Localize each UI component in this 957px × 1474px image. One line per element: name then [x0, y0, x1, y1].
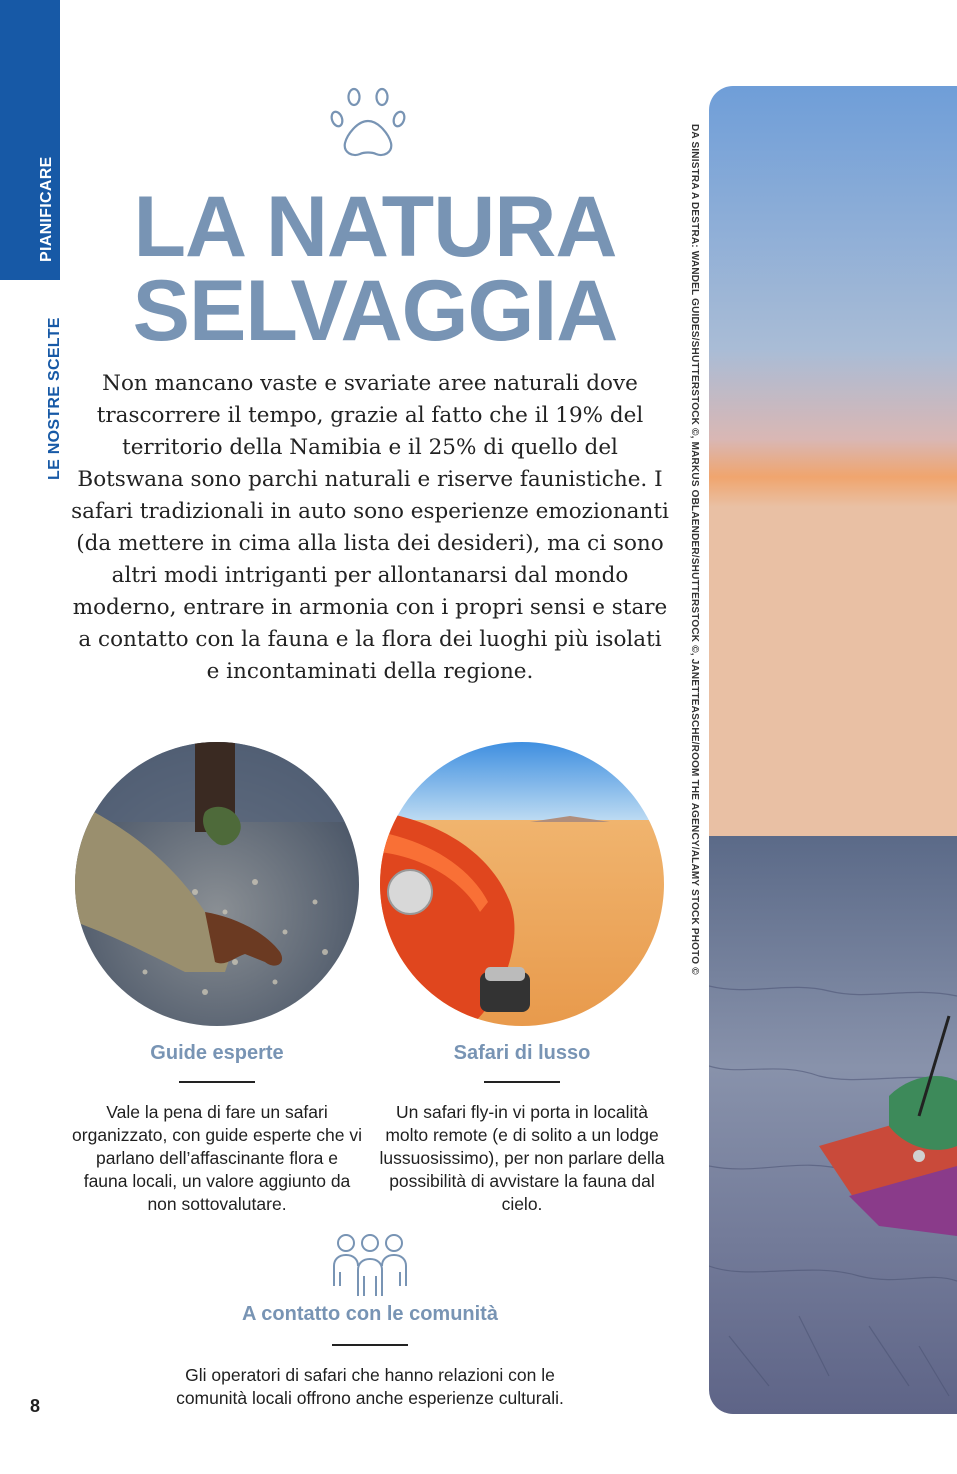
people-icon — [330, 1232, 410, 1298]
paw-icon — [327, 85, 409, 160]
feature-text: Gli operatori di safari che hanno relazioni con le comunità locali offrono anche esperienze culturali. — [176, 1365, 564, 1408]
divider — [332, 1344, 408, 1346]
feature-title: Safari di lusso — [453, 1042, 591, 1064]
section-tab-label: PIANIFICARE — [38, 156, 55, 262]
flyin-photo — [380, 742, 664, 1026]
feature-title: Guide esperte — [150, 1042, 284, 1064]
page-title-line1: LA NATURA — [133, 179, 617, 275]
divider — [179, 1081, 255, 1083]
subsection-tab-label: LE NOSTRE SCELTE — [46, 317, 63, 480]
photo-credit-text: DA SINISTRA A DESTRA: WANDEL GUIDES/SHUTTERSTOCK ©, MARKUS OBLAENDER/SHUTTERSTOCK ©, JANETTEASCHE/ROOM THE AGENCY/ALAMY STOCK PHOTO © — [689, 124, 700, 975]
intro-paragraph: Non mancano vaste e svariate aree naturali dove trascorrere il tempo, grazie al fatto che il 19% del territorio della Namibia e il 25% di quello del Botswana sono parchi naturali e riserve faunistiche. I safari tradizionali in auto sono esperienze emozionanti (da mettere in cima alla lista dei desideri), ma ci sono altri modi intriganti per allontanarsi dal mondo moderno, entrare in armonia con i propri sensi e stare a contatto con la fauna e la flora dei luoghi più isolati e incontaminati della regione. — [71, 371, 669, 684]
page-title — [120, 179, 630, 359]
photo-credit — [688, 124, 702, 975]
feature-guides — [72, 1042, 362, 1216]
page-number: 8 — [30, 1396, 41, 1416]
feature-text: Un safari fly-in vi porta in località molto remote (e di solito a un lodge lussuosissimo), per non parlare della possibilità di avvistare la fauna dal cielo. — [379, 1102, 665, 1214]
section-tab — [0, 0, 60, 280]
saltpan-photo — [709, 86, 957, 1414]
feature-communities — [150, 1303, 590, 1410]
guide-photo — [75, 742, 359, 1026]
feature-title: A contatto con le comunità — [242, 1303, 498, 1325]
feature-text: Vale la pena di fare un safari organizzato, con guide esperte che vi parlano dell’affascinante flora e fauna locali, un valore aggiunto da non sottovalutare. — [72, 1102, 362, 1214]
page-title-line2: SELVAGGIA — [132, 263, 618, 359]
feature-luxury — [374, 1042, 670, 1216]
divider — [484, 1081, 560, 1083]
